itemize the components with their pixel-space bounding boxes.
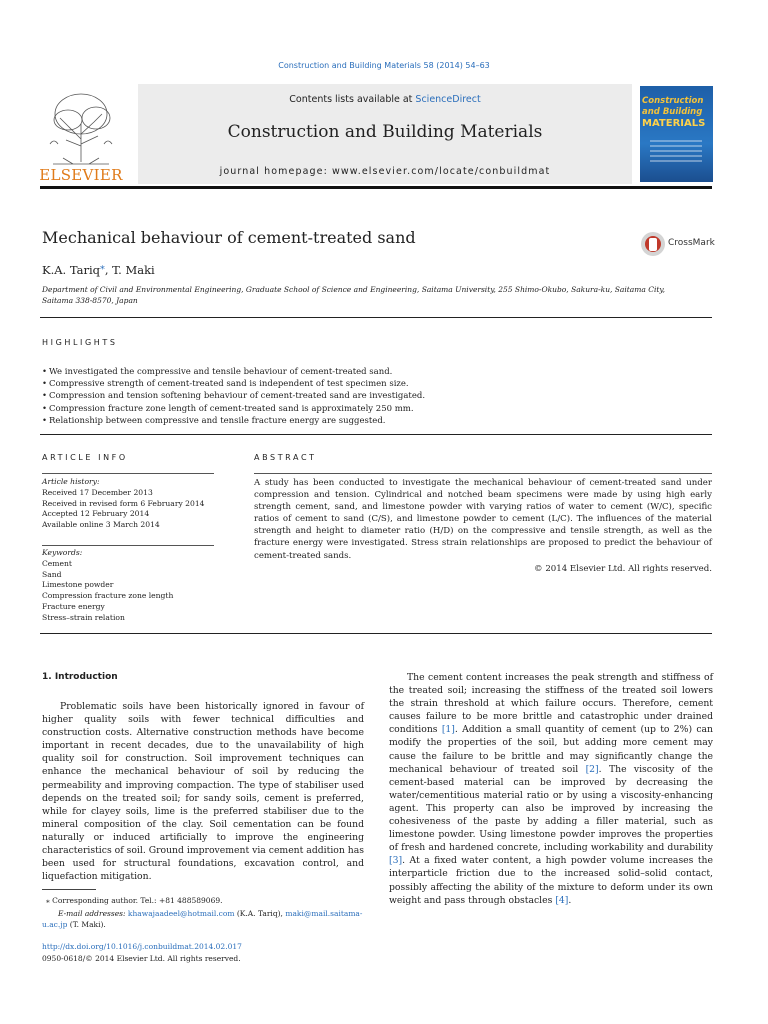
cover-title-line1: Construction	[642, 96, 704, 106]
doi-link[interactable]: http://dx.doi.org/10.1016/j.conbuildmat.2014.02.017	[42, 942, 242, 951]
email-link[interactable]: maki@mail.saitama-u.ac.jp	[42, 909, 363, 930]
elsevier-wordmark: ELSEVIER	[39, 166, 123, 184]
divider	[254, 473, 712, 474]
reference-link[interactable]: [4]	[555, 894, 569, 906]
keyword: Compression fracture zone length	[42, 591, 174, 601]
divider	[42, 473, 214, 474]
online-date: Available online 3 March 2014	[42, 520, 160, 530]
journal-title: Construction and Building Materials	[227, 122, 543, 142]
divider	[40, 317, 712, 318]
article-info-heading: ARTICLE INFO	[42, 453, 128, 462]
article-history	[42, 477, 217, 531]
crossmark-label[interactable]: CrossMark	[668, 238, 715, 248]
section-heading: 1. Introduction	[42, 672, 118, 682]
contents-prefix: Contents lists available at	[289, 94, 416, 105]
keyword: Fracture energy	[42, 601, 105, 611]
highlight-item: • Compression fracture zone length of cement-treated sand is approximately 250 mm.	[42, 403, 702, 415]
author-list	[42, 261, 155, 277]
journal-homepage[interactable]: journal homepage: www.elsevier.com/locate/conbuildmat	[219, 166, 551, 177]
header-rule	[40, 186, 712, 189]
cover-title-line3: MATERIALS	[642, 118, 706, 129]
history-label: Article history:	[42, 477, 100, 486]
affiliation: Department of Civil and Environmental Engineering, Graduate School of Science and Engineering, Saitama University, 255 Shimo-Okubo, Sakura-ku, Saitama City, Saitama 338-8570, Japan	[42, 285, 666, 305]
corresponding-author-mark[interactable]: ⁎	[100, 261, 105, 272]
abstract-copyright: © 2014 Elsevier Ltd. All rights reserved.	[534, 564, 712, 574]
keywords	[42, 548, 217, 624]
footnote-rule	[42, 889, 96, 890]
highlights-heading: HIGHLIGHTS	[42, 338, 118, 347]
email-owner: (K.A. Tariq),	[234, 909, 286, 918]
email-label: E-mail addresses:	[58, 909, 126, 918]
divider	[40, 434, 712, 435]
revised-date: Received in revised form 6 February 2014	[42, 498, 205, 508]
highlight-item: • Relationship between compressive and tensile fracture energy are suggested.	[42, 415, 702, 427]
keyword: Limestone powder	[42, 580, 114, 590]
divider	[40, 633, 712, 634]
keyword: Sand	[42, 569, 62, 579]
author-separator: ,	[104, 262, 113, 277]
email-owner: (T. Maki).	[67, 920, 106, 930]
cover-text-lines	[650, 140, 702, 165]
author-name[interactable]: T. Maki	[112, 262, 155, 277]
accepted-date: Accepted 12 February 2014	[42, 509, 150, 519]
sciencedirect-link[interactable]: ScienceDirect	[415, 94, 481, 105]
paragraph-text: .	[568, 894, 572, 906]
received-date: Received 17 December 2013	[42, 487, 153, 497]
author-name[interactable]: K.A. Tariq	[42, 262, 101, 277]
abstract-heading: ABSTRACT	[254, 453, 317, 462]
highlight-item: • Compression and tension softening behaviour of cement-treated sand are investigated.	[42, 390, 702, 402]
paragraph-text: . Addition a small quantity of cement (up to 2%) can modify the properties of the soil, but adding more cement may cause the failure to be brittle and may significantly change the mechanical behaviour of treated soil	[389, 724, 713, 775]
divider	[42, 545, 214, 546]
body-paragraph	[389, 671, 713, 907]
journal-citation[interactable]: Construction and Building Materials 58 (2014) 54–63	[278, 61, 490, 70]
highlight-item: • Compressive strength of cement-treated sand is independent of test specimen size.	[42, 378, 702, 390]
email-link[interactable]: khawajaadeel@hotmail.com	[127, 909, 235, 918]
article-title: Mechanical behaviour of cement-treated sand	[42, 228, 416, 247]
email-addresses	[42, 908, 367, 930]
highlights-list	[42, 366, 702, 427]
paragraph-text: . The viscosity of the cement-based material can be improved by decreasing the water/cementitious material ratio or by using a viscosity-enhancing agent. This property can also be improved by increasing the cohesiveness of the paste by adding a filler material, such as limestone powder. Using limestone powder improves the properties of fresh and hardened concrete, including workability and durability	[389, 763, 713, 854]
keywords-label: Keywords:	[42, 548, 83, 557]
reference-link[interactable]: [1]	[441, 724, 455, 736]
highlight-item: • We investigated the compressive and tensile behaviour of cement-treated sand.	[42, 366, 702, 378]
paragraph-text: The cement content increases the peak strength and stiffness of the treated soil; increasing the stiffness of the treated soil lowers the strain threshold at which failure occurs. Therefore, cement causes failure to be more brittle and catastrophic under drained conditions	[389, 672, 713, 736]
issn-line: 0950-0618/© 2014 Elsevier Ltd. All rights reserved.	[42, 954, 241, 963]
reference-link[interactable]: [2]	[585, 763, 599, 775]
abstract-text: A study has been conducted to investigate the mechanical behaviour of cement-treated sand under compression and tension. Cylindrical and notched beam specimens were made by using high early strength cement, sand, and limestone powder with varying ratios of water to cement (W/C), specific ratios of cement to sand (C/S), and limestone powder to cement (L/C). The influences of the material strength and height to diameter ratio (H/D) on the compressive and tensile strength, as well as the fracture energy were investigated. Stress strain relationships are proposed to predict the behaviour of cement-treated sands.	[254, 478, 712, 561]
keyword: Cement	[42, 558, 72, 568]
corresponding-author-note: ⁎ Corresponding author. Tel.: +81 488589069.	[46, 896, 223, 905]
journal-cover-title	[642, 96, 712, 129]
contents-line	[138, 94, 632, 105]
cover-title-line2: and Building	[642, 107, 703, 117]
paragraph-text: . At a fixed water content, a high powder volume increases the interparticle friction due to the increased solid–solid contact, possibly affecting the ability of the mixture to deform under its own weight and pass through obstacles	[389, 855, 713, 906]
body-paragraph: Problematic soils have been historically ignored in favour of higher quality soils with fewer technical difficulties and construction costs. Alternative construction methods have become important in recent decades, due to the unavailability of high quality soil for construction. Soil improvement techniques can enhance the mechanical behaviour of soil by reducing the permeability and improving compaction. The type of stabiliser used depends on the treated soil; for sandy soils, cement is preferred, while for clayey soils, lime is the preferred stabiliser due to the mineral composition of the clay. Soil cementation can be found naturally or induced artificially to improve the engineering characteristics of soil. Ground improvement via cement addition has been used for structural foundations, excavation control, and liquefaction mitigation.	[42, 701, 364, 883]
reference-link[interactable]: [3]	[389, 855, 403, 867]
keyword: Stress–strain relation	[42, 612, 125, 622]
